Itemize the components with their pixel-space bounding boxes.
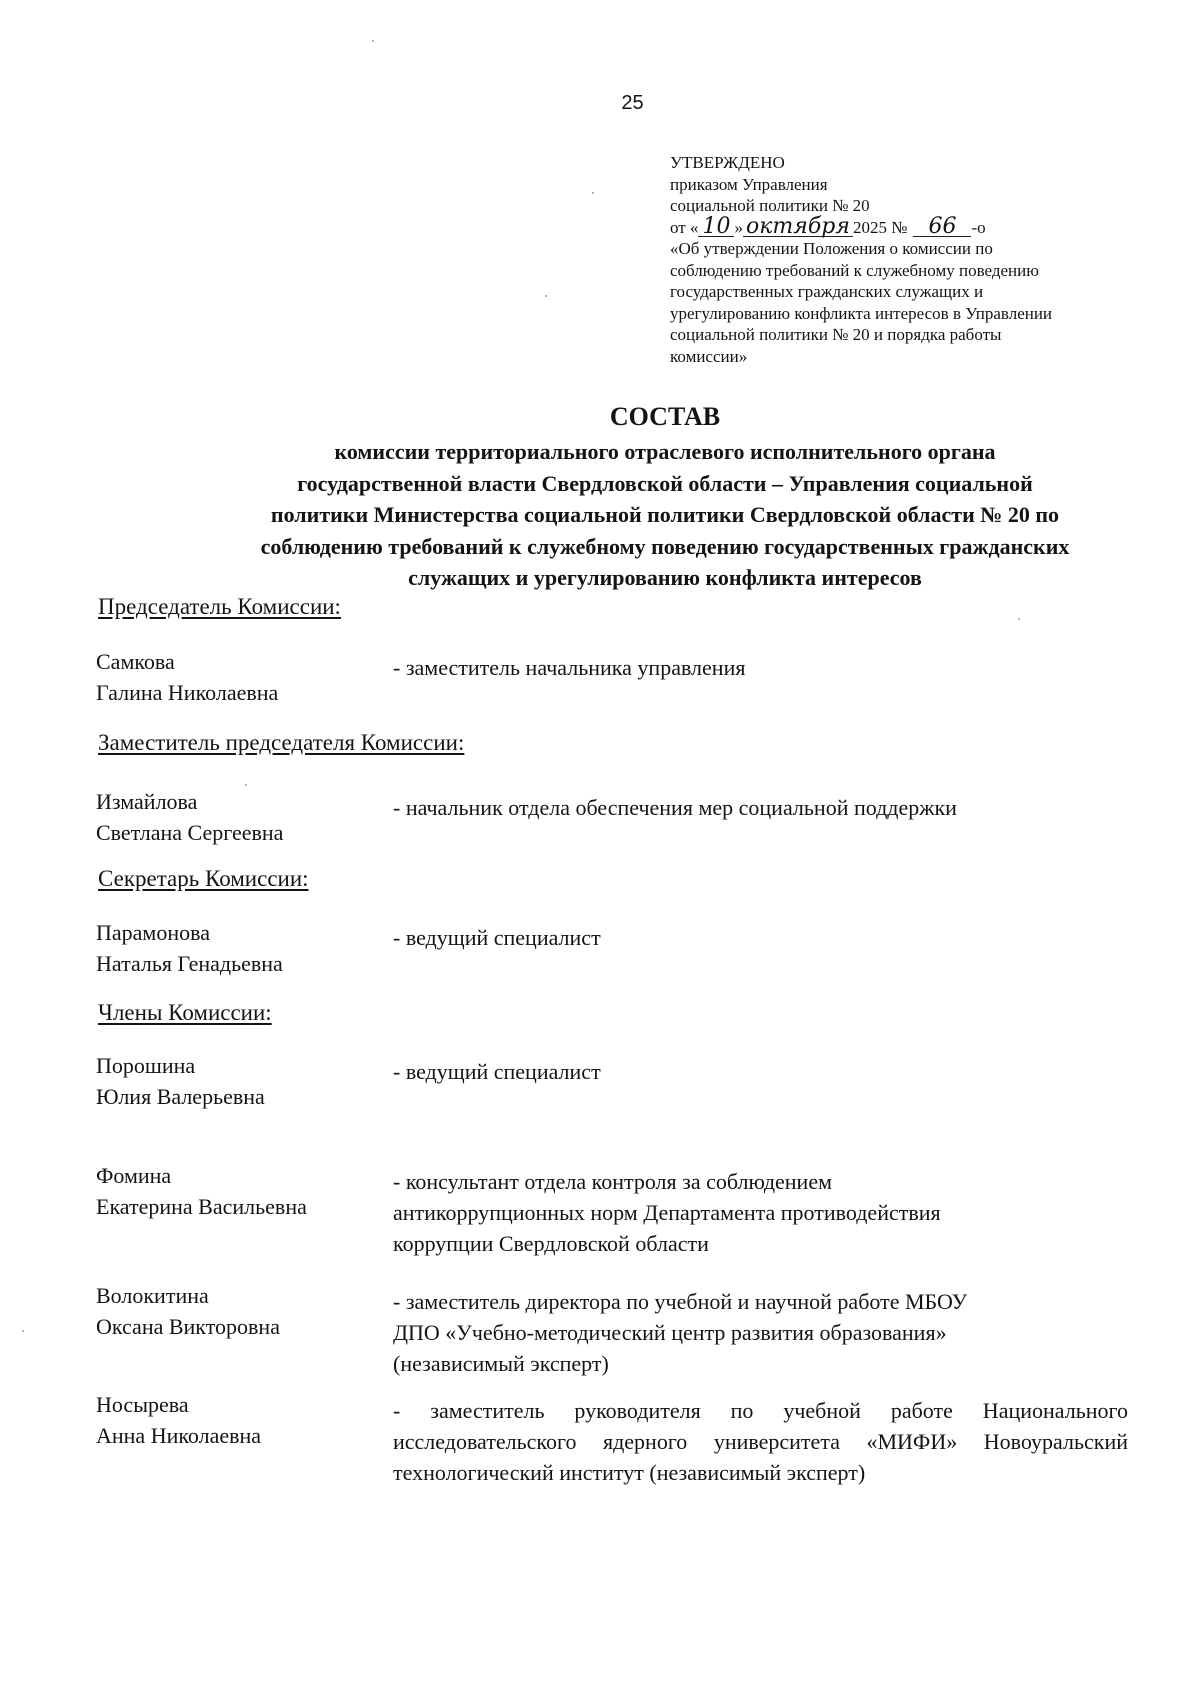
scan-speck xyxy=(245,784,247,786)
member-given-names: Оксана Викторовна xyxy=(96,1314,280,1339)
member-name xyxy=(96,1160,307,1222)
approval-line: социальной политики № 20 xyxy=(670,196,870,215)
member-given-names: Галина Николаевна xyxy=(96,680,279,705)
approval-title-line: государственных гражданских служащих и xyxy=(670,282,984,301)
section-deputy: Заместитель председателя Комиссии: xyxy=(98,730,465,755)
date-year: 2025 № xyxy=(852,217,908,237)
handwritten-day: 10 xyxy=(698,218,734,237)
member-role-line: - заместитель директора по учебной и научной работе МБОУ xyxy=(393,1289,968,1314)
member-given-names: Анна Николаевна xyxy=(96,1423,262,1448)
member-role xyxy=(393,1286,1123,1379)
member-role-line: ДПО «Учебно-методический центр развития образования» xyxy=(393,1320,947,1345)
document-subtitle xyxy=(120,436,1200,594)
member-surname: Волокитина xyxy=(96,1283,209,1308)
member-role: - заместитель начальника управления xyxy=(393,655,746,680)
section-members: Члены Комиссии: xyxy=(98,1000,272,1025)
approval-title-line: социальной политики № 20 и порядка работы xyxy=(670,325,1002,344)
member-role-line: - консультант отдела контроля за соблюдением xyxy=(393,1169,833,1194)
member-role: - ведущий специалист xyxy=(393,925,601,950)
scan-speck xyxy=(372,40,374,42)
member-name xyxy=(96,646,278,708)
approval-heading: УТВЕРЖДЕНО xyxy=(670,153,785,172)
member-given-names: Наталья Генадьевна xyxy=(96,951,283,976)
member-surname: Парамонова xyxy=(96,920,210,945)
member-role: - начальник отдела обеспечения мер социальной поддержки xyxy=(393,795,957,820)
scan-speck xyxy=(592,192,594,194)
member-role xyxy=(393,1166,1123,1259)
subtitle-line: государственной власти Свердловской области – Управления социальной xyxy=(297,470,1033,496)
member-given-names: Юлия Валерьевна xyxy=(96,1084,265,1109)
member-name xyxy=(96,1280,280,1342)
member-name xyxy=(96,1050,265,1112)
approval-title-line: комиссии» xyxy=(670,346,748,366)
member-surname: Порошина xyxy=(96,1053,196,1078)
member-surname: Самкова xyxy=(96,649,175,674)
handwritten-month: октября xyxy=(743,218,853,237)
member-role-line: антикоррупционных норм Департамента противодействия xyxy=(393,1200,941,1225)
document-title: СОСТАВ xyxy=(609,402,721,431)
scan-speck xyxy=(22,1330,24,1332)
page-number: 25 xyxy=(621,92,644,114)
member-role-line: (независимый эксперт) xyxy=(393,1351,609,1376)
member-name xyxy=(96,917,283,979)
order-suffix: -о xyxy=(971,217,986,237)
approval-line: приказом Управления xyxy=(670,174,828,194)
approval-date-line xyxy=(670,213,1160,239)
scan-speck xyxy=(1018,618,1020,620)
member-surname: Измайлова xyxy=(96,789,198,814)
date-prefix: от « xyxy=(670,217,699,237)
subtitle-line: соблюдению требований к служебному поведению государственных гражданских xyxy=(260,533,1070,559)
member-given-names: Екатерина Васильевна xyxy=(96,1194,307,1219)
approval-title-line: урегулированию конфликта интересов в Управлении xyxy=(670,303,1053,323)
handwritten-order-number: 66 xyxy=(913,218,971,237)
member-name xyxy=(96,1389,261,1451)
approval-title-line: «Об утверждении Положения о комиссии по xyxy=(670,239,993,258)
member-surname: Носырева xyxy=(96,1392,189,1417)
section-chair: Председатель Комиссии: xyxy=(98,594,341,619)
member-surname: Фомина xyxy=(96,1163,172,1188)
subtitle-line: комиссии территориального отраслевого исполнительного органа xyxy=(334,439,996,464)
member-role: - заместитель руководителя по учебной работе Национального исследовательского ядерного университета «МИФИ» Новоуральский технологический институт (независимый эксперт) xyxy=(393,1398,1128,1485)
member-role: - ведущий специалист xyxy=(393,1059,601,1084)
subtitle-line: политики Министерства социальной политики Свердловской области № 20 по xyxy=(270,502,1060,527)
approval-title-line: соблюдению требований к служебному поведению xyxy=(670,260,1039,280)
subtitle-line: служащих и урегулированию конфликта интересов xyxy=(408,565,922,590)
section-secretary: Секретарь Комиссии: xyxy=(98,866,309,891)
approval-stamp xyxy=(670,152,1160,367)
member-role-line: коррупции Свердловской области xyxy=(393,1231,709,1256)
member-name xyxy=(96,786,283,848)
scan-speck xyxy=(545,295,547,297)
date-mid: » xyxy=(734,217,743,237)
member-given-names: Светлана Сергеевна xyxy=(96,820,284,845)
